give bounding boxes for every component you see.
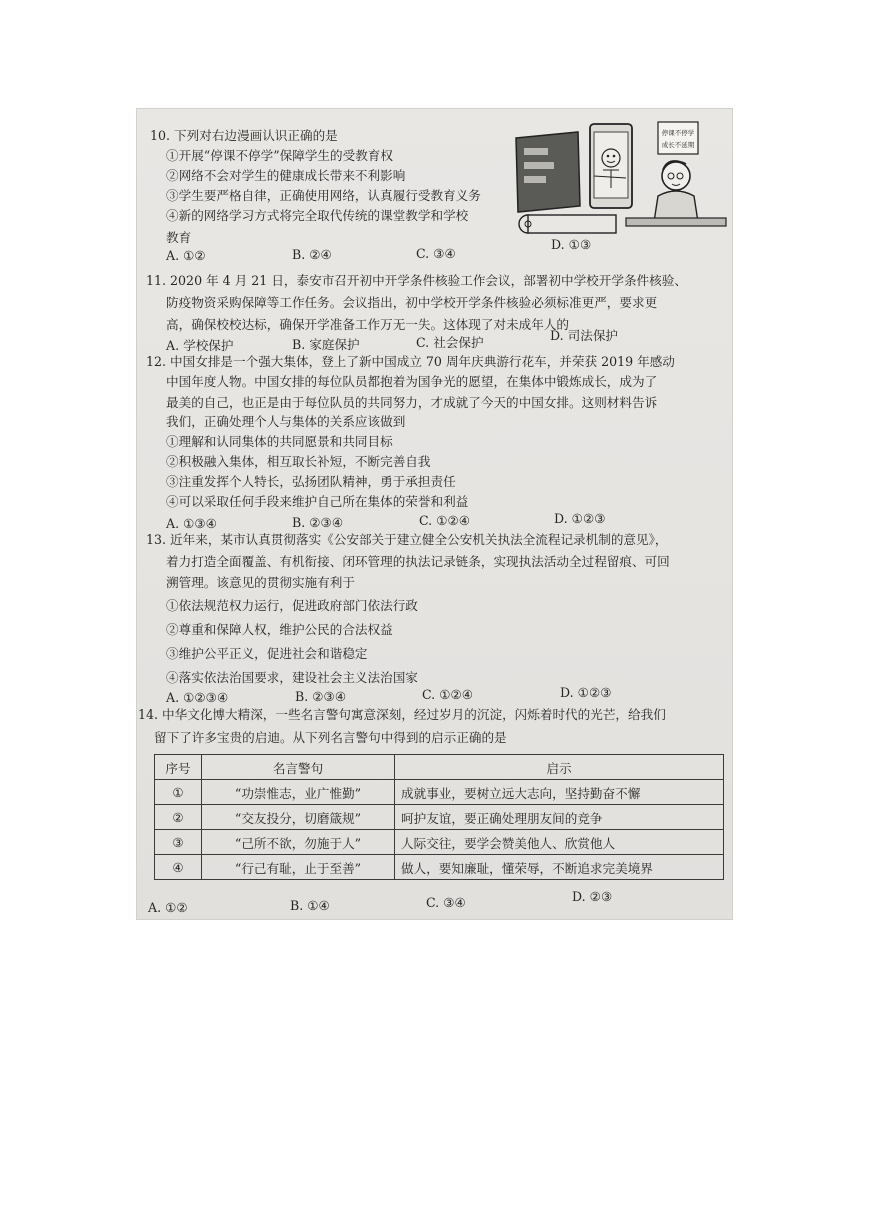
online-learning-cartoon — [508, 118, 730, 238]
quotes-header-quote: 名言警句 — [202, 755, 395, 780]
q12-statement-3: ③注重发挥个人特长，弘扬团队精神，勇于承担责任 — [166, 474, 456, 489]
q10-option-c: C. ③④ — [416, 246, 456, 261]
q10-statement-1: ①开展“停课不停学”保障学生的受教育权 — [166, 148, 393, 163]
q10-option-a: A. ①② — [166, 248, 206, 263]
q11-option-c: C. 社会保护 — [416, 335, 484, 350]
q10-statement-2: ②网络不会对学生的健康成长带来不利影响 — [166, 168, 406, 183]
quote-insight: 呵护友谊，要正确处理朋友间的竞争 — [395, 805, 724, 830]
quotes-table — [154, 754, 724, 880]
q12-statement-1: ①理解和认同集体的共同愿景和共同目标 — [166, 434, 393, 449]
q13-option-c: C. ①②④ — [422, 687, 474, 702]
q10-option-b: B. ②④ — [292, 247, 332, 262]
q10-statement-4: ④新的网络学习方式将完全取代传统的课堂教学和学校 — [166, 208, 469, 223]
q14-option-c: C. ③④ — [426, 895, 466, 910]
q13-option-d: D. ①②③ — [560, 685, 612, 700]
q13-option-b: B. ②③④ — [295, 689, 347, 704]
q11-option-a: A. 学校保护 — [166, 338, 234, 353]
quote-insight: 做人，要知廉耻，懂荣辱，不断追求完美境界 — [395, 855, 724, 880]
q13-statement-2: ②尊重和保障人权，维护公民的合法权益 — [166, 622, 393, 637]
quote-number: ② — [155, 805, 202, 830]
q12-option-d: D. ①②③ — [554, 511, 606, 526]
q12-line-1: 12. 中国女排是一个强大集体，登上了新中国成立 70 周年庆典游行花车，并荣获 2019 年感动 — [146, 354, 675, 369]
quote-number: ③ — [155, 830, 202, 855]
quote-number: ④ — [155, 855, 202, 880]
exam-page-photo — [136, 108, 733, 920]
quote-text: “己所不欲，勿施于人” — [202, 830, 395, 855]
quote-text: “行己有耻，止于至善” — [202, 855, 395, 880]
q10-statement-4-cont: 教育 — [166, 230, 192, 245]
quotes-table-header-row — [155, 755, 724, 780]
quotes-header-insight: 启示 — [395, 755, 724, 780]
q14-line-1: 14. 中华文化博大精深，一些名言警句寓意深刻，经过岁月的沉淀，闪烁着时代的光芒，给我们 — [138, 707, 666, 722]
quote-insight: 成就事业，要树立远大志向，坚持勤奋不懈 — [395, 780, 724, 805]
q13-line-3: 溯管理。该意见的贯彻实施有利于 — [166, 575, 355, 590]
quote-text: “交友投分，切磨箴规” — [202, 805, 395, 830]
q12-line-3: 最美的自己，也正是由于每位队员的共同努力，才成就了今天的中国女排。这则材料告诉 — [166, 395, 658, 410]
q13-line-2: 着力打造全面覆盖、有机衔接、闭环管理的执法记录链条，实现执法活动全过程留痕、可回 — [166, 554, 670, 569]
cartoon-sign-line-2: 成长不延期 — [661, 141, 695, 149]
quote-text: “功崇惟志，业广惟勤” — [202, 780, 395, 805]
q14-option-a: A. ①② — [148, 900, 188, 915]
quote-insight: 人际交往，要学会赞美他人、欣赏他人 — [395, 830, 724, 855]
q12-option-a: A. ①③④ — [166, 516, 217, 531]
table-row — [155, 780, 724, 805]
q13-option-a: A. ①②③④ — [166, 690, 229, 705]
quote-number: ① — [155, 780, 202, 805]
q11-line-3: 高，确保校校达标，确保开学准备工作万无一失。这体现了对未成年人的 — [166, 317, 569, 332]
q12-statement-2: ②积极融入集体，相互取长补短，不断完善自我 — [166, 454, 431, 469]
table-row — [155, 805, 724, 830]
q12-option-c: C. ①②④ — [419, 513, 471, 528]
q13-line-1: 13. 近年来，某市认真贯彻落实《公安部关于建立健全公安机关执法全流程记录机制的意见》， — [146, 532, 668, 547]
q13-statement-3: ③维护公平正义，促进社会和谐稳定 — [166, 646, 368, 661]
q12-statement-4: ④可以采取任何手段来维护自己所在集体的荣誉和利益 — [166, 494, 469, 509]
table-row — [155, 830, 724, 855]
q10-option-d: D. ①③ — [551, 237, 592, 252]
q13-statement-1: ①依法规范权力运行，促进政府部门依法行政 — [166, 598, 418, 613]
q10-statement-3: ③学生要严格自律，正确使用网络，认真履行受教育义务 — [166, 188, 481, 203]
q14-line-2: 留下了许多宝贵的启迪。从下列名言警句中得到的启示正确的是 — [154, 730, 507, 745]
q11-option-d: D. 司法保护 — [550, 328, 619, 343]
q14-option-d: D. ②③ — [572, 889, 613, 904]
table-row — [155, 855, 724, 880]
q11-option-b: B. 家庭保护 — [292, 337, 360, 352]
q12-line-2: 中国年度人物。中国女排的每位队员都抱着为国争光的愿望，在集体中锻炼成长，成为了 — [166, 374, 658, 389]
q13-statement-4: ④落实依法治国要求，建设社会主义法治国家 — [166, 670, 418, 685]
cartoon-sign-line-1: 停课不停学 — [661, 129, 695, 137]
q10-stem: 10. 下列对右边漫画认识正确的是 — [150, 128, 338, 143]
q12-option-b: B. ②③④ — [292, 515, 344, 530]
q14-option-b: B. ①④ — [290, 898, 330, 913]
q12-line-4: 我们，正确处理个人与集体的关系应该做到 — [166, 414, 406, 429]
q11-line-2: 防疫物资采购保障等工作任务。会议指出，初中学校开学条件核验必须标准更严，要求更 — [166, 295, 658, 310]
q11-line-1: 11. 2020 年 4 月 21 日，泰安市召开初中开学条件核验工作会议，部署初中学校开学条件核验、 — [146, 273, 687, 288]
quotes-header-number: 序号 — [155, 755, 202, 780]
